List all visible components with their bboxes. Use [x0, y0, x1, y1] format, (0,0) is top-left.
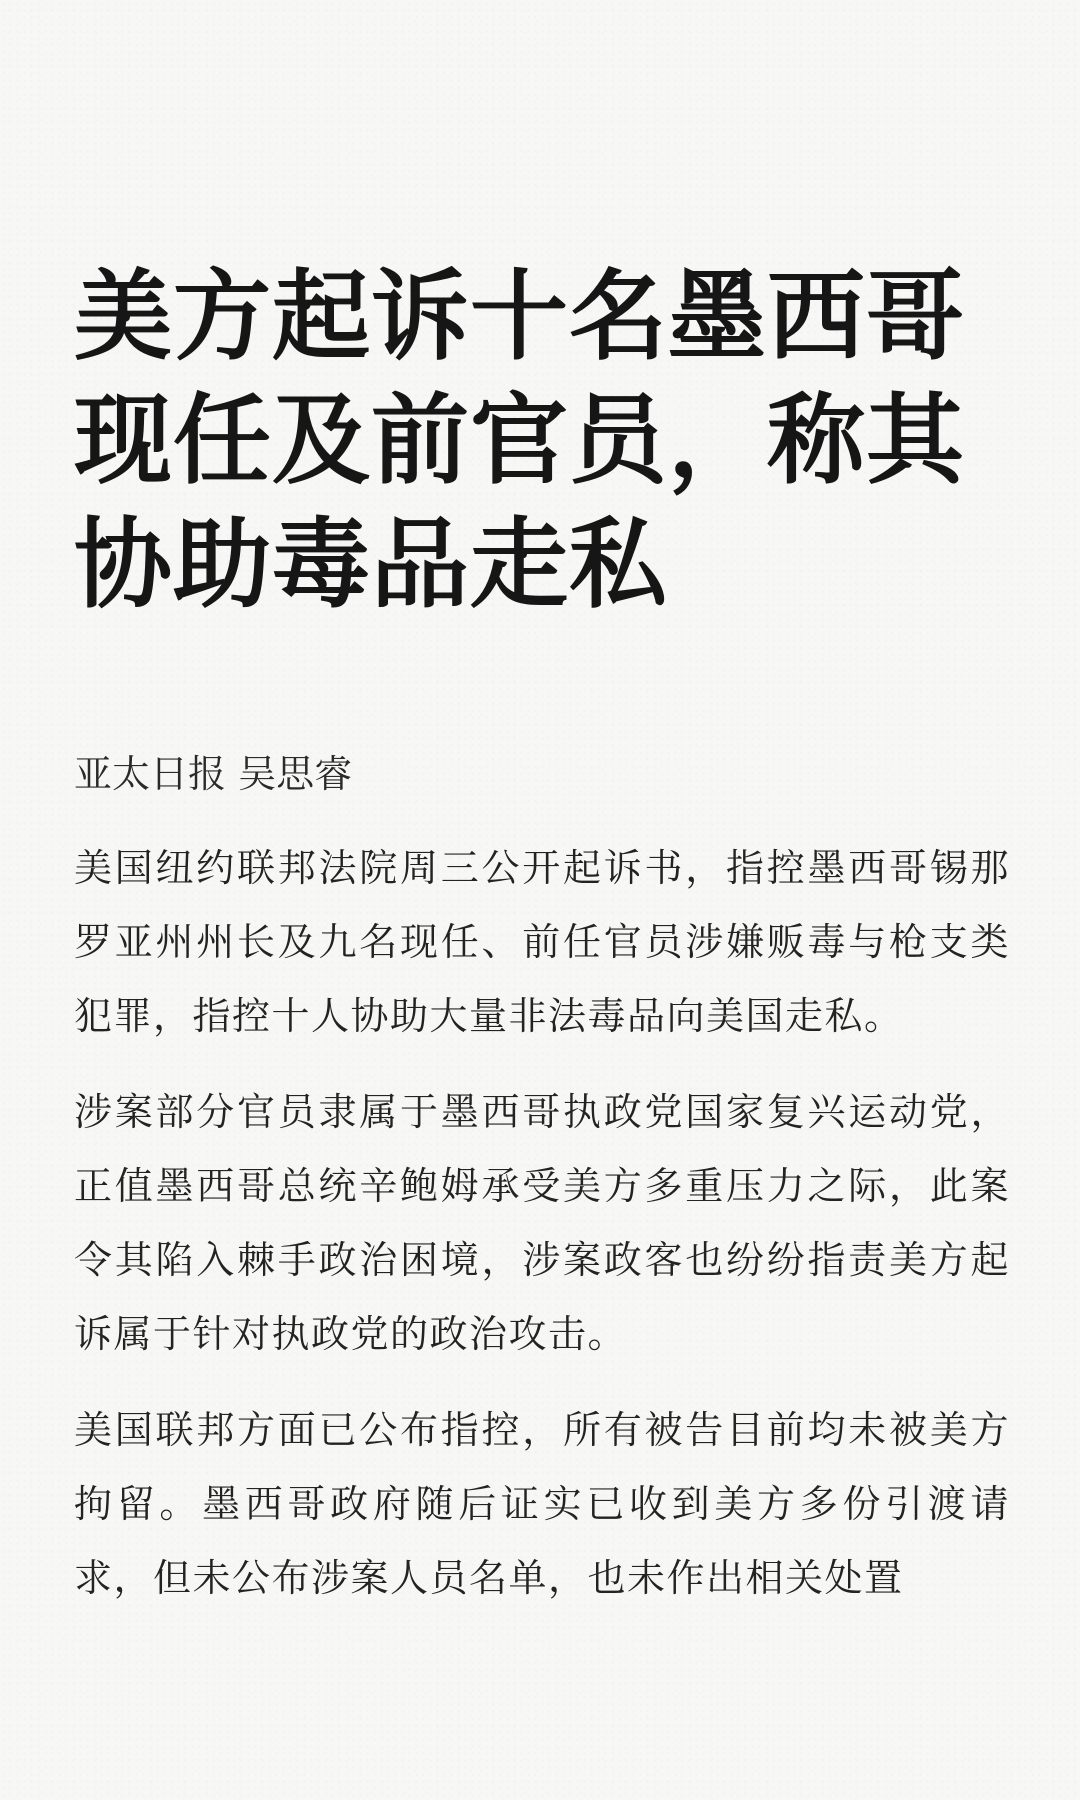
article-byline: 亚太日报 吴思睿: [74, 752, 353, 796]
article-paragraph-1: 美国纽约联邦法院周三公开起诉书，指控墨西哥锡那罗亚州州长及九名现任、前任官员涉嫌贩毒与枪支类犯罪，指控十人协助大量非法毒品向美国走私。: [74, 846, 1010, 1038]
article-paragraph-3: 美国联邦方面已公布指控，所有被告目前均未被美方拘留。墨西哥政府随后证实已收到美方多份引渡请求，但未公布涉案人员名单，也未作出相关处置: [74, 1408, 1010, 1600]
article-paragraph-2: 涉案部分官员隶属于墨西哥执政党国家复兴运动党，正值墨西哥总统辛鲍姆承受美方多重压力之际，此案令其陷入棘手政治困境，涉案政客也纷纷指责美方起诉属于针对执政党的政治攻击。: [74, 1090, 1010, 1356]
article-headline: 美方起诉十名墨西哥现任及前官员，称其协助毒品走私: [74, 259, 966, 622]
